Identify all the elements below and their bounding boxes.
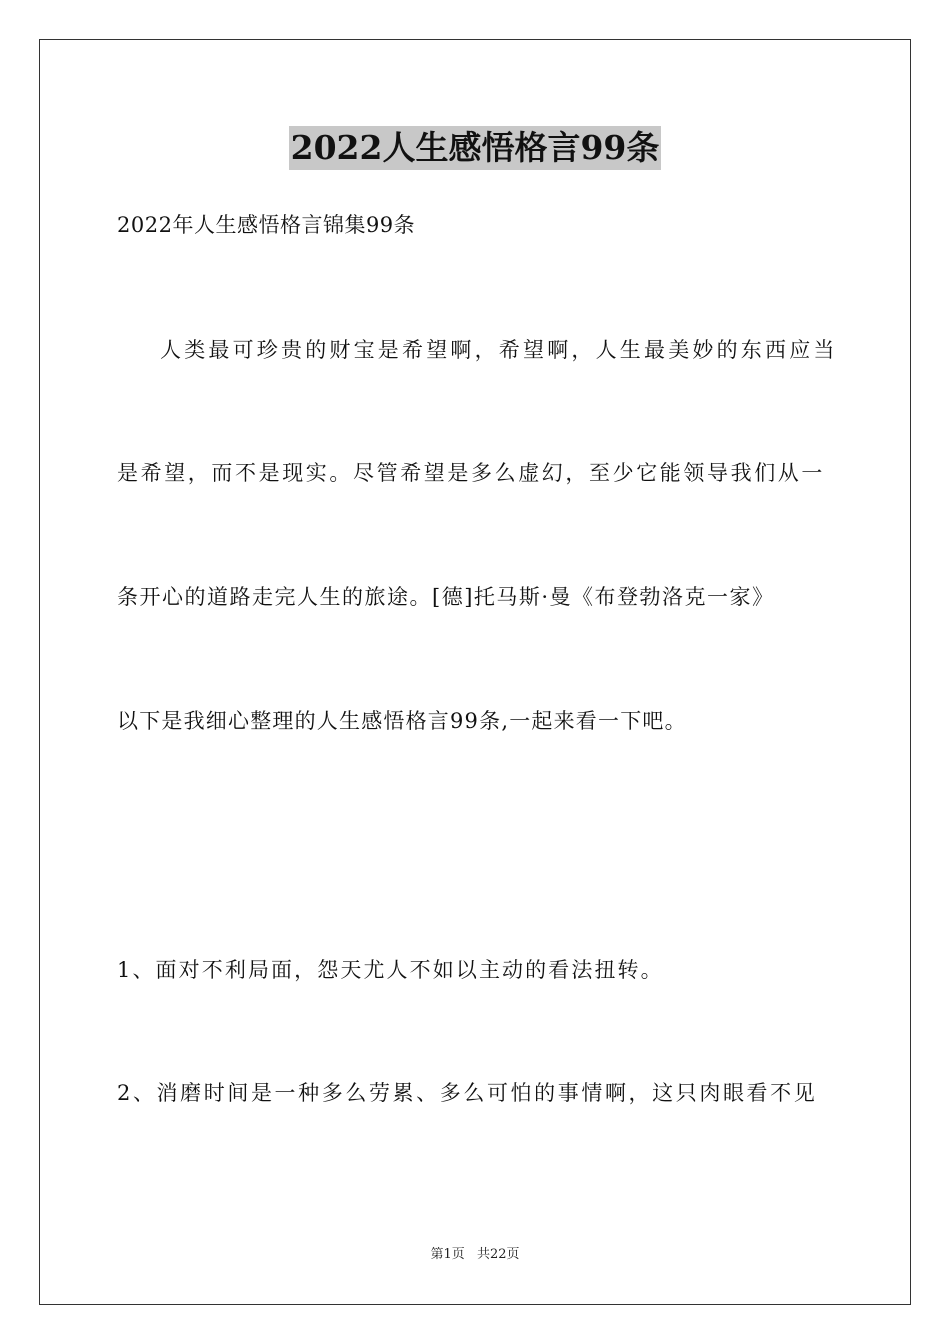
page-total: 共22页: [476, 1247, 520, 1262]
document-subtitle: 2022年人生感悟格言锦集99条: [117, 213, 416, 237]
document-title: 2022人生感悟格言99条: [289, 126, 662, 170]
paragraph-line-1: 人类最可珍贵的财宝是希望啊，希望啊，人生最美妙的东西应当: [160, 338, 838, 362]
page-number: 第1页: [430, 1247, 465, 1262]
paragraph-line-4: 以下是我细心整理的人生感悟格言99条,一起来看一下吧。: [117, 709, 687, 733]
list-item: 2、消磨时间是一种多么劳累、多么可怕的事情啊，这只肉眼看不见: [117, 1081, 818, 1105]
paragraph-line-3: 条开心的道路走完人生的旅途。[德]托马斯·曼《布登勃洛克一家》: [117, 585, 775, 609]
page-footer: [0, 1246, 950, 1264]
title-container: [0, 126, 950, 170]
paragraph-line-2: 是希望，而不是现实。尽管希望是多么虚幻，至少它能领导我们从一: [117, 461, 825, 485]
list-item: 1、面对不利局面，怨天尤人不如以主动的看法扭转。: [117, 958, 664, 982]
